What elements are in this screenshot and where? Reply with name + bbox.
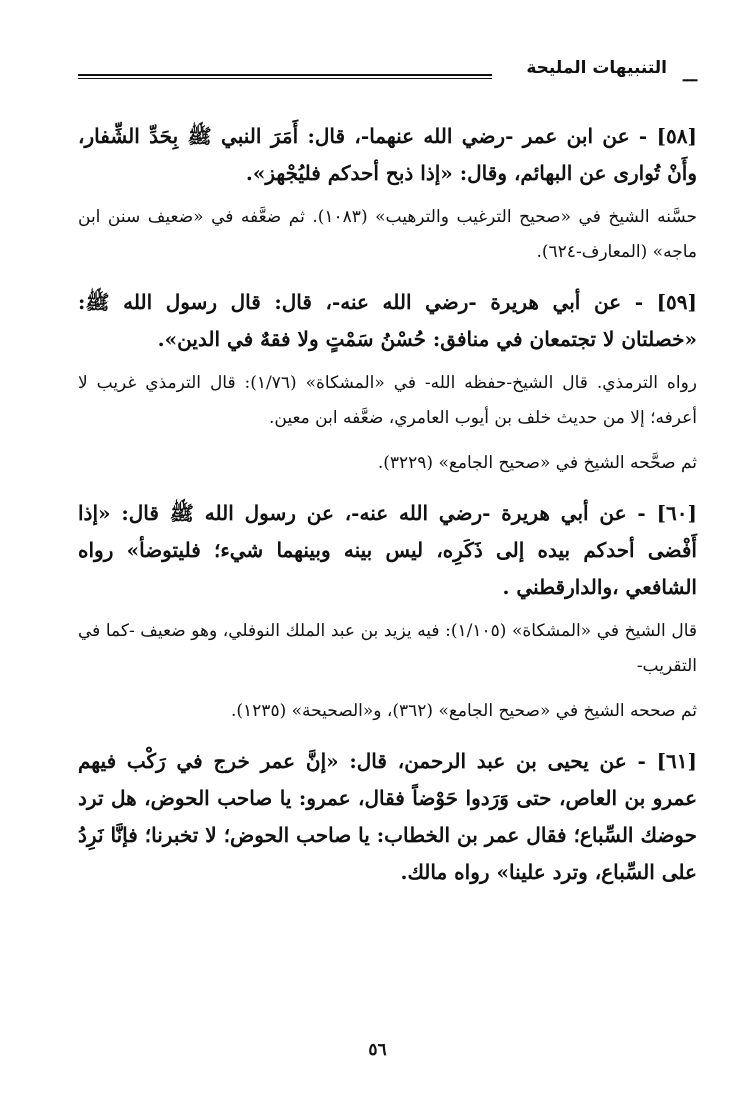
- running-header: [78, 58, 697, 86]
- hadith-number: [٥٩]: [656, 290, 697, 314]
- page-number: ٥٦: [368, 1040, 387, 1060]
- hadith-text: - عن ابن عمر -رضي الله عنهما-، قال: أَمَرَ النبي ﷺ بِحَدِّ الشِّفار، وأَنْ تُوارى عن البهائم، وقال: «إذا ذبح أحدكم فليُجْهز».: [78, 124, 697, 185]
- commentary-59-2: ثم صحَّحه الشيخ في «صحيح الجامع» (٣٢٢٩).: [377, 453, 697, 473]
- page-content: [78, 118, 697, 899]
- hadith-61: [78, 743, 697, 891]
- hadith-text: - عن أبي هريرة -رضي الله عنه-، عن رسول الله ﷺ قال: «إذا أَفْضى أحدكم بيده إلى ذَكَرِه، ليس بينه وبينهما شيء؛ فليتوضأ» رواه الشافعي ،والدارقطني .: [78, 501, 697, 599]
- hadith-number: [٦١]: [656, 749, 697, 773]
- commentary-59-1: رواه الترمذي. قال الشيخ-حفظه الله- في «المشكاة» (١/٧٦): قال الترمذي غريب لا أعرفه؛ إلا من حديث خلف بن أيوب العامري، ضعَّفه ابن معين.: [78, 373, 697, 428]
- hadith-text: - عن يحيى بن عبد الرحمن، قال: «إنَّ عمر خرج في رَكْب فيهم عمرو بن العاص، حتى وَرَدوا حَوْضاً فقال، عمرو: يا صاحب الحوض، هل ترد حوضك السِّباع؛ فقال عمر بن الخطاب: يا صاحب الحوض؛ لا تخبرنا؛ فإنَّا نَرِدُ على السِّباع، وترد علينا» رواه مالك.: [78, 749, 697, 884]
- hadith-text: - عن أبي هريرة -رضي الله عنه-، قال: قال رسول الله ﷺ: «خصلتان لا تجتمعان في منافق: حُسْنُ سَمْتٍ ولا فقهٌ في الدين».: [78, 290, 697, 351]
- hadith-60: [78, 495, 697, 606]
- commentary-58-1: حسَّنه الشيخ في «صحيح الترغيب والترهيب» (١٠٨٣). ثم ضعَّفه في «ضعيف سنن ابن ماجه» (المعارف-٦٢٤).: [78, 207, 697, 262]
- hadith-number: [٥٨]: [656, 124, 697, 148]
- hadith-58: [78, 118, 697, 192]
- commentary-60-1: قال الشيخ في «المشكاة» (١/١٠٥): فيه يزيد بن عبد الملك النوفلي، وهو ضعيف -كما في التقريب-: [78, 621, 697, 676]
- header-dash: ـــ: [682, 66, 697, 85]
- hadith-59: [78, 284, 697, 358]
- header-title: التنبيهات المليحة: [526, 58, 667, 78]
- commentary-60-2: ثم صححه الشيخ في «صحيح الجامع» (٣٦٢)، و«الصحيحة» (١٢٣٥).: [231, 701, 697, 721]
- hadith-number: [٦٠]: [656, 501, 697, 525]
- header-rule: [78, 74, 492, 79]
